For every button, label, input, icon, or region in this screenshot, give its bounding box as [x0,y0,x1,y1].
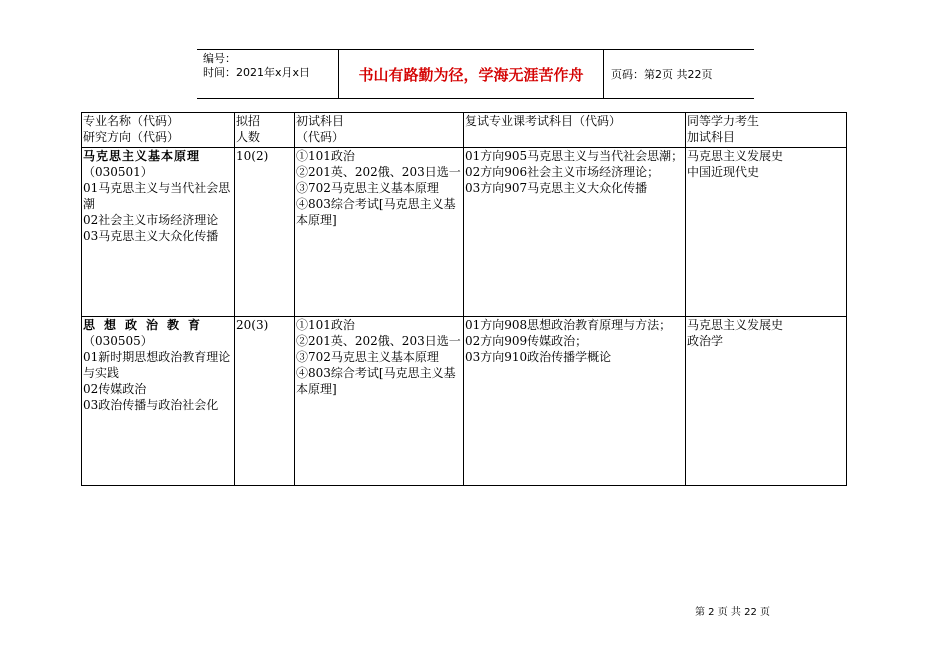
retest-item: 02方向909传媒政治； [465,334,588,348]
header-quota [235,113,295,148]
header-extra [686,113,847,148]
exam-item: ②201英、202俄、203日选一 [296,165,461,179]
page-footer: 第 2 页 共 22 页 [695,607,770,618]
time-label: 时间：2021年x月x日 [203,66,311,79]
exam-item: ④803综合考试[马克思主义基本原理] [296,197,456,227]
header-quota-line2: 人数 [236,130,261,144]
header-major-line2: 研究方向（代码） [83,130,180,144]
table-row [82,148,847,317]
header-page-info: 页码：第2页 共22页 [611,68,713,81]
quota-cell: 10(2) [235,148,295,317]
exam-item: ①101政治 [296,149,355,163]
exam-item: ③702马克思主义基本原理 [296,350,439,364]
extra-item: 政治学 [687,334,724,348]
exam-item: ③702马克思主义基本原理 [296,181,439,195]
extra-cell [686,317,847,486]
major-code: （030501） [83,165,153,179]
major-name: 马克思主义基本原理 [83,149,201,163]
retest-item: 03方向907马克思主义大众化传播 [465,181,648,195]
header-exam-line2: （代码） [296,130,345,144]
retest-item: 03方向910政治传播学概论 [465,350,612,364]
direction-item: 01马克思主义与当代社会思潮 [83,181,231,211]
retest-item: 01方向905马克思主义与当代社会思潮； [465,149,684,163]
header-major [82,113,235,148]
exam-item: ②201英、202俄、203日选一 [296,334,461,348]
header-retest-line: 复试专业课考试科目（代码） [465,114,622,128]
table-header-row [82,113,847,148]
header-exam-line1: 初试科目 [296,114,345,128]
header-extra-line1: 同等学力考生 [687,114,760,128]
exam-cell [295,317,464,486]
direction-item: 03政治传播与政治社会化 [83,398,219,412]
direction-item: 03马克思主义大众化传播 [83,229,219,243]
direction-item: 02社会主义市场经济理论 [83,213,219,227]
header-motto: 书山有路勤为径，学海无涯苦作舟 [338,50,604,98]
header-retest [464,113,686,148]
major-cell [82,317,235,486]
direction-item: 02传媒政治 [83,382,147,396]
header-major-line1: 专业名称（代码） [83,114,180,128]
admissions-table [81,112,847,486]
retest-item: 01方向908思想政治教育原理与方法； [465,318,672,332]
page-header [197,49,754,99]
exam-item: ①101政治 [296,318,355,332]
header-extra-line2: 加试科目 [687,130,736,144]
extra-item: 中国近现代史 [687,165,760,179]
header-meta [197,50,338,98]
number-label: 编号： [203,52,236,65]
retest-cell [464,148,686,317]
exam-cell [295,148,464,317]
major-cell [82,148,235,317]
quota-cell: 20(3) [235,317,295,486]
retest-cell [464,317,686,486]
extra-cell [686,148,847,317]
exam-item: ④803综合考试[马克思主义基本原理] [296,366,456,396]
extra-item: 马克思主义发展史 [687,318,784,332]
extra-item: 马克思主义发展史 [687,149,784,163]
direction-item: 01新时期思想政治教育理论与实践 [83,350,231,380]
retest-item: 02方向906社会主义市场经济理论； [465,165,660,179]
header-exam [295,113,464,148]
header-quota-line1: 拟招 [236,114,261,128]
major-name: 思想政治教育 [83,318,210,332]
table-row [82,317,847,486]
major-code: （030505） [83,334,153,348]
